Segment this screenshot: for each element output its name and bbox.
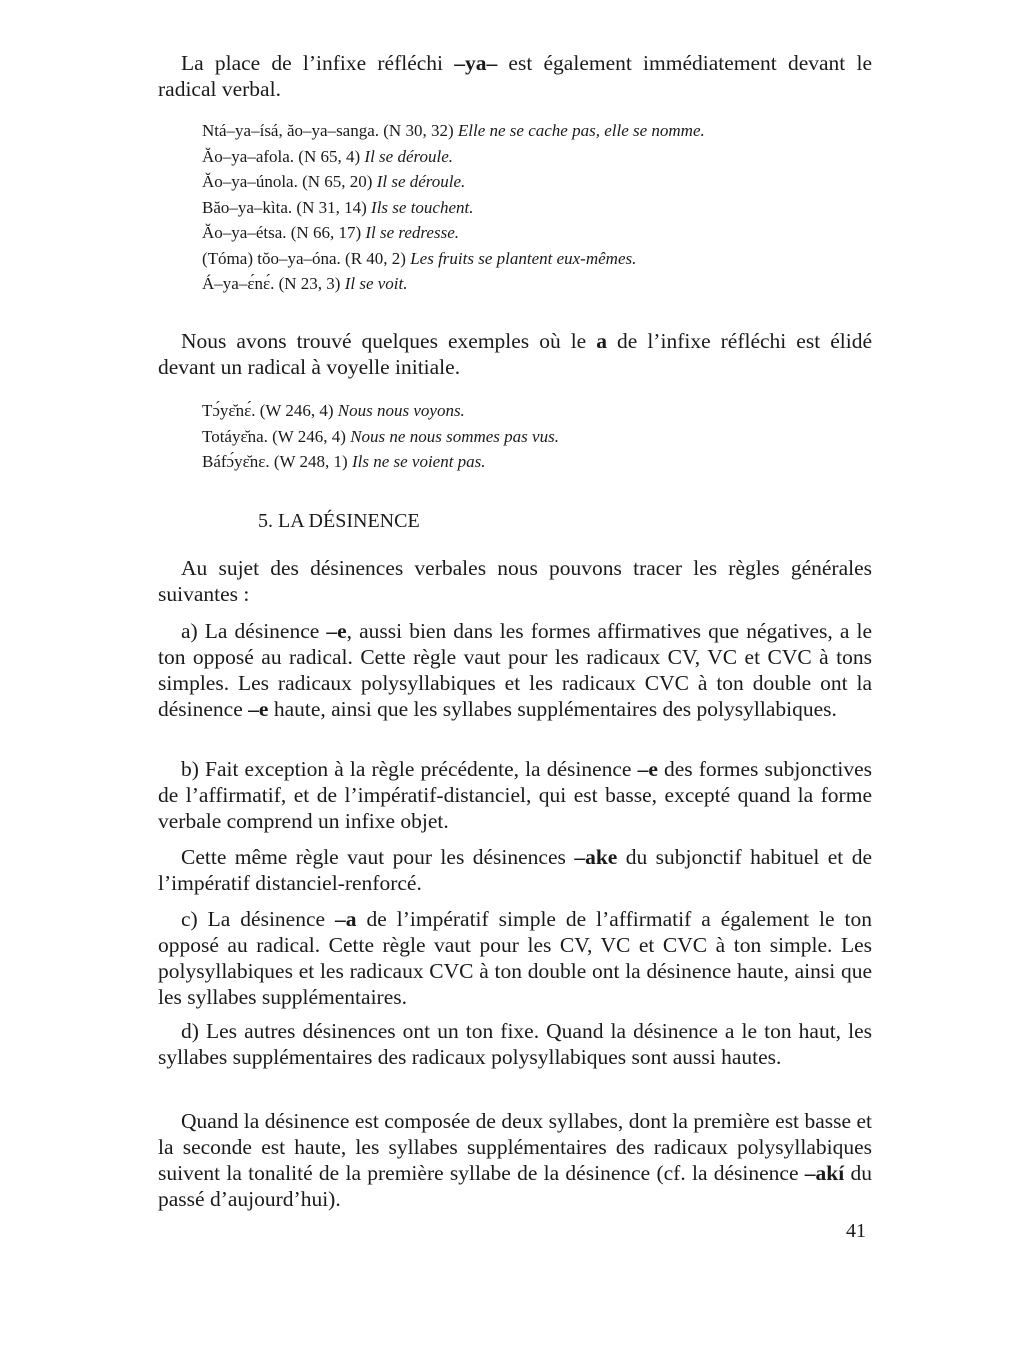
rule-a-text-3: haute, ainsi que les syllabes supplémentaires des polysyllabiques. <box>268 697 837 721</box>
example-gloss: Ils se touchent. <box>371 197 474 217</box>
elision-paragraph <box>158 328 872 380</box>
example-list-elision <box>202 398 559 475</box>
example-form: Ăo–ya–afola. (N 65, 4) <box>202 146 365 166</box>
rule-b2-text-1: Cette même règle vaut pour les désinences <box>181 845 575 869</box>
example-gloss: Il se déroule. <box>364 146 454 166</box>
example-form: Ăo–ya–étsa. (N 66, 17) <box>202 223 366 242</box>
section-heading: 5. LA DÉSINENCE <box>258 510 420 532</box>
example-line <box>202 144 705 170</box>
elision-text-2: de l’infixe réfléchi est élidé devant un radical à voyelle initiale. <box>158 329 872 379</box>
rule-b2-text-2: du subjonctif habituel et de l’impératif distanciel-renforcé. <box>158 845 873 895</box>
intro-text-2: est également immédiatement devant le radical verbal. <box>158 51 872 101</box>
intro-paragraph <box>158 50 872 102</box>
intro-text-1: La place de l’infixe réfléchi <box>181 51 455 75</box>
intro-infix: –ya– <box>454 51 498 75</box>
example-gloss: Elle ne se cache pas, elle se nomme. <box>457 121 705 140</box>
example-gloss: Nous ne nous sommes pas vus. <box>350 426 559 446</box>
rule-b-paragraph <box>158 756 872 834</box>
rule-a-text-1: a) La désinence <box>181 619 327 643</box>
elision-vowel: a <box>596 329 607 353</box>
rule-b-text-2: des formes subjonctives de l’affirmatif, et de l’impératif-distanciel, qui est basse, excepté quand la forme verbale comprend un infixe objet. <box>158 757 872 833</box>
example-line <box>202 449 559 475</box>
example-gloss: Il se déroule. <box>376 172 466 191</box>
rule-d-paragraph: d) Les autres désinences ont un ton fixe. Quand la désinence a le ton haut, les syllabes supplémentaires des radicaux polysyllabiques sont aussi hautes. <box>158 1019 872 1069</box>
example-line <box>202 169 705 195</box>
example-form: (Tóma) tŏo–ya–óna. (R 40, 2) <box>202 248 411 268</box>
example-line <box>202 246 705 272</box>
last-text-2: du passé d’aujourd’hui). <box>158 1161 873 1211</box>
rule-c-paragraph <box>158 906 872 1010</box>
example-gloss: Les fruits se plantent eux-mêmes. <box>410 248 637 268</box>
example-gloss: Il se redresse. <box>365 223 459 242</box>
elision-text-1: Nous avons trouvé quelques exemples où le <box>181 329 597 353</box>
last-text-1: Quand la désinence est composée de deux syllabes, dont la première est basse et la seconde est haute, les syllabes supplémentaires des radicaux polysyllabiques suivent la tonalité de la première syllabe de la désinence (cf. la désinence <box>158 1109 872 1185</box>
rule-b2-ending: –ake <box>574 845 618 869</box>
example-line <box>202 271 705 297</box>
example-form: Ăo–ya–únola. (N 65, 20) <box>202 172 377 191</box>
example-list-reflexive <box>202 118 705 297</box>
example-form: Báfɔ́yɛ̆nɛ. (W 248, 1) <box>202 452 352 471</box>
rule-a-paragraph <box>158 618 872 722</box>
page-number: 41 <box>846 1220 866 1242</box>
rule-a-ending: –e <box>326 619 347 643</box>
rule-b2-paragraph <box>158 844 872 896</box>
example-line <box>202 118 705 144</box>
rule-c-ending: –a <box>335 907 357 931</box>
example-line <box>202 424 559 450</box>
last-ending: –akí <box>804 1161 845 1185</box>
example-form: Băo–ya–kìta. (N 31, 14) <box>202 197 372 217</box>
rule-b-ending: –e <box>637 757 658 781</box>
example-line <box>202 220 705 246</box>
example-line <box>202 195 705 221</box>
rule-c-text-1: c) La désinence <box>181 907 336 931</box>
rule-b-text-1: b) Fait exception à la règle précédente, la désinence <box>181 757 638 781</box>
rule-a-ending-2: –e <box>248 697 269 721</box>
example-form: Á–ya–ɛ́nɛ́. (N 23, 3) <box>202 274 345 293</box>
example-form: Totáyɛ̆na. (W 246, 4) <box>202 426 351 446</box>
rule-c-text-2: de l’impératif simple de l’affirmatif a également le ton opposé au radical. Cette règle vaut pour les CV, VC et CVC à ton simple. Les polysyllabiques et les radicaux CVC à ton double ont la désinence haute, ainsi que les syllabes supplémentaires. <box>158 907 873 1009</box>
example-gloss: Il se voit. <box>344 274 408 293</box>
example-gloss: Nous nous voyons. <box>337 401 465 420</box>
rule-a-text-2: , aussi bien dans les formes affirmatives que négatives, a le ton opposé au radical. Cette règle vaut pour les radicaux CV, VC et CVC à tons simples. Les radicaux polysyllabiques et les radicaux CVC à ton double ont la désinence <box>158 619 872 721</box>
last-paragraph <box>158 1108 872 1212</box>
example-form: Tɔ́yɛ̆nɛ́. (W 246, 4) <box>202 401 338 420</box>
example-gloss: Ils ne se voient pas. <box>351 452 486 471</box>
general-paragraph: Au sujet des désinences verbales nous pouvons tracer les règles générales suivantes : <box>158 556 872 606</box>
example-line <box>202 398 559 424</box>
example-form: Ntá–ya–ísá, ăo–ya–sanga. (N 30, 32) <box>202 121 458 140</box>
